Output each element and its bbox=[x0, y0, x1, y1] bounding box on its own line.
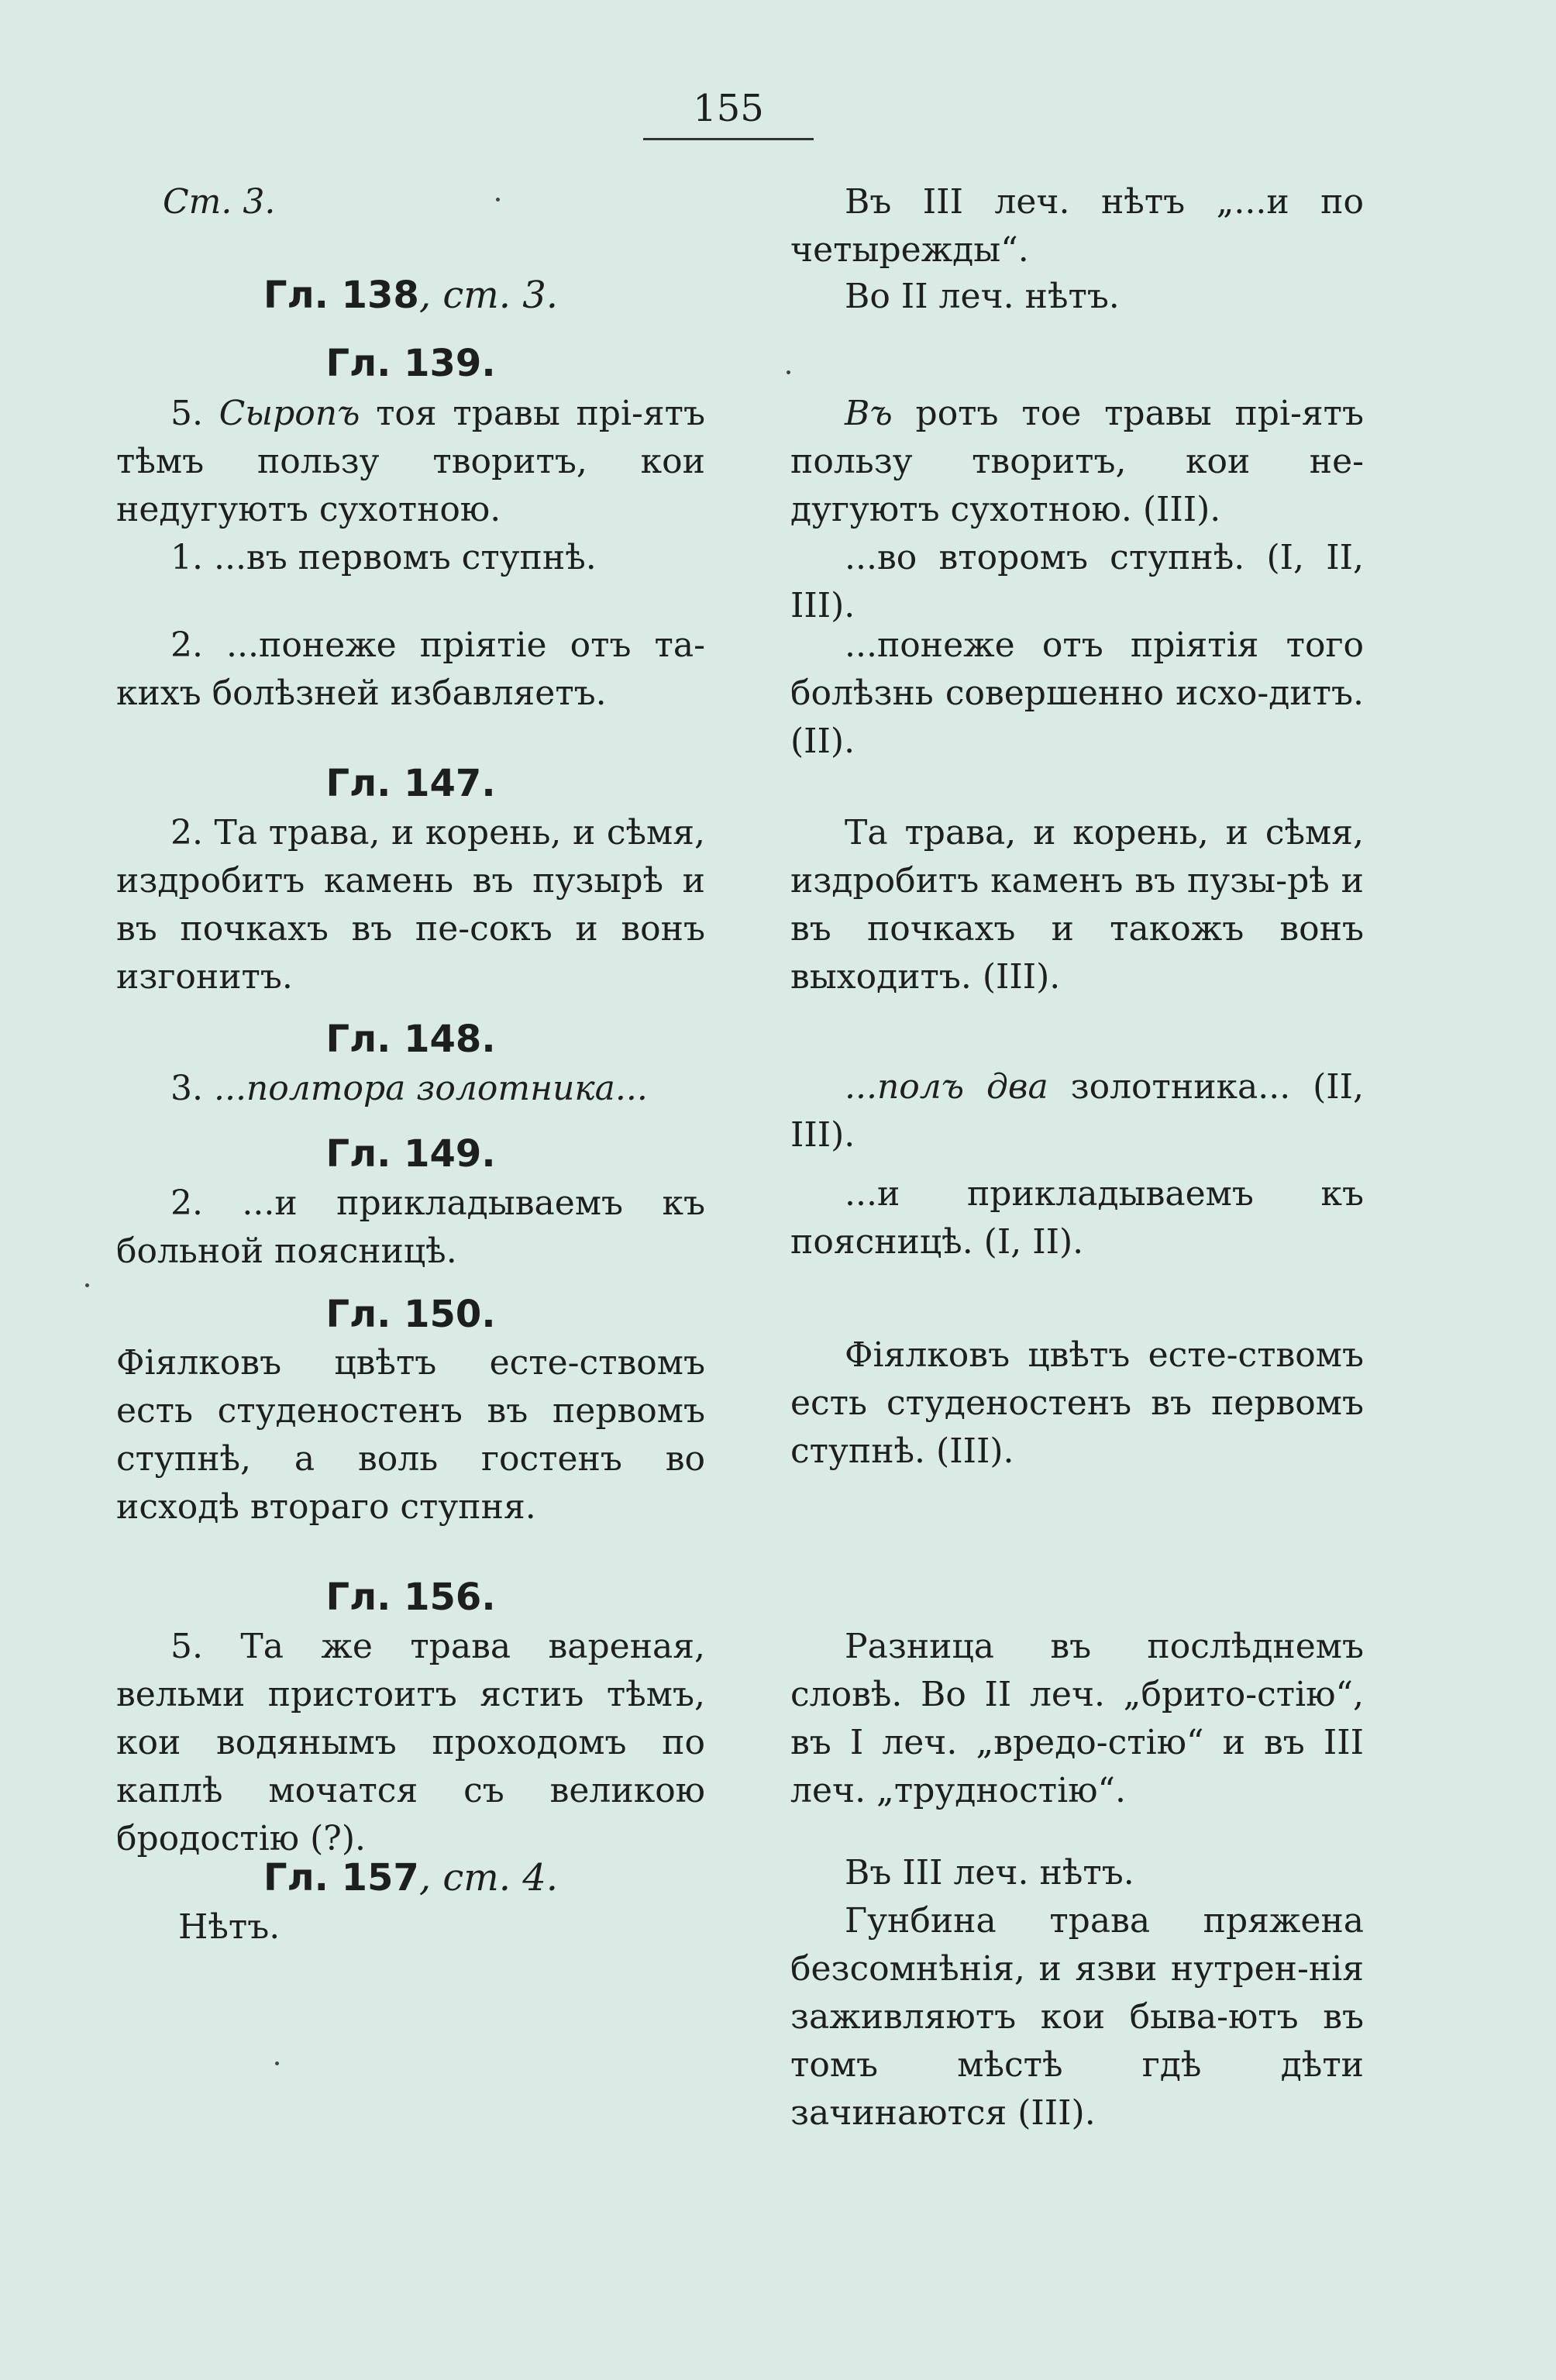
chapter-149-paragraph: 2. ...и прикладываемъ къ больной поясницѣ. bbox=[116, 1183, 705, 1271]
chapter-139-paragraph-5: 5. Сыропъ тоя травы прі-ятъ тѣмъ пользу творитъ, кои недугуютъ сухотною. bbox=[116, 394, 706, 529]
chapter-150-paragraph: Фіялковъ цвѣтъ есте-ствомъ есть студеностенъ въ первомъ ступнѣ, а воль гостенъ во исходѣ втораго ступня. bbox=[116, 1343, 705, 1527]
variant-note-7: ...полъ два золотника... (II, III). bbox=[790, 1067, 1364, 1155]
chapter-149-heading: Гл. 149. bbox=[325, 1132, 496, 1176]
print-speck bbox=[496, 198, 500, 201]
variant-note-12: Гунбина трава пряжена безсомнѣнія, и язви нутрен-нія заживляютъ кои быва-ютъ въ томъ мѣстѣ гдѣ дѣти зачинаются (III). bbox=[790, 1901, 1364, 2133]
variant-note-10: Разница въ послѣднемъ словѣ. Во II леч. „брито-стію“, въ I леч. „вредо-стію“ и въ III леч. „трудностію“. bbox=[790, 1627, 1364, 1810]
variant-note-5: ...понеже отъ пріятія того болѣзнь совершенно исхо-дитъ. (II). bbox=[790, 625, 1364, 761]
print-speck bbox=[787, 370, 790, 374]
chapter-156-heading: Гл. 156. bbox=[325, 1576, 496, 1619]
variant-note-2: Во II леч. нѣтъ. bbox=[845, 277, 1120, 316]
chapter-148-paragraph: 3. ...полтора золотника... bbox=[170, 1069, 648, 1108]
chapter-139-heading: Гл. 139. bbox=[325, 342, 496, 385]
variant-note-4: ...во второмъ ступнѣ. (I, II, III). bbox=[790, 538, 1364, 625]
variant-note-3: Въ ротъ тое травы прі-ятъ пользу творитъ, кои не-дугуютъ сухотною. (III). bbox=[790, 394, 1364, 529]
chapter-139-paragraph-2: 2. ...понеже пріятіе отъ та-кихъ болѣзней избавляетъ. bbox=[116, 625, 705, 713]
chapter-150-heading: Гл. 150. bbox=[325, 1293, 496, 1336]
chapter-148-heading: Гл. 148. bbox=[325, 1018, 496, 1061]
chapter-139-paragraph-1: 1. ...въ первомъ ступнѣ. bbox=[170, 538, 597, 577]
print-speck bbox=[85, 1283, 89, 1287]
stanza-note: Ст. 3. bbox=[163, 182, 276, 222]
variant-note-8: ...и прикладываемъ къ поясницѣ. (I, II). bbox=[790, 1174, 1364, 1262]
page-number: 155 bbox=[643, 85, 814, 140]
variant-note-11: Въ III леч. нѣтъ. bbox=[845, 1853, 1134, 1893]
variant-note-9: Фіялковъ цвѣтъ есте-ствомъ есть студеностенъ въ первомъ ступнѣ. (III). bbox=[790, 1335, 1364, 1471]
variant-note-1: Въ III леч. нѣтъ „...и по четырежды“. bbox=[790, 182, 1364, 270]
chapter-157-heading: Гл. 157, ст. 4. bbox=[263, 1856, 559, 1900]
chapter-157-paragraph: Нѣтъ. bbox=[178, 1907, 281, 1947]
print-speck bbox=[275, 2061, 279, 2065]
chapter-138-heading: Гл. 138, ст. 3. bbox=[263, 274, 559, 317]
chapter-147-heading: Гл. 147. bbox=[325, 762, 496, 805]
chapter-156-paragraph: 5. Та же трава вареная, вельми пристоитъ ястиъ тѣмъ, кои водянымъ проходомъ по каплѣ мочатся съ великою бродостію (?). bbox=[116, 1627, 705, 1858]
chapter-147-paragraph: 2. Та трава, и корень, и сѣмя, издробитъ камень въ пузырѣ и въ почкахъ въ пе-сокъ и вонъ изгонитъ. bbox=[116, 813, 705, 997]
variant-note-6: Та трава, и корень, и сѣмя, издробитъ каменъ въ пузы-рѣ и въ почкахъ и такожъ вонъ выходитъ. (III). bbox=[790, 813, 1364, 997]
